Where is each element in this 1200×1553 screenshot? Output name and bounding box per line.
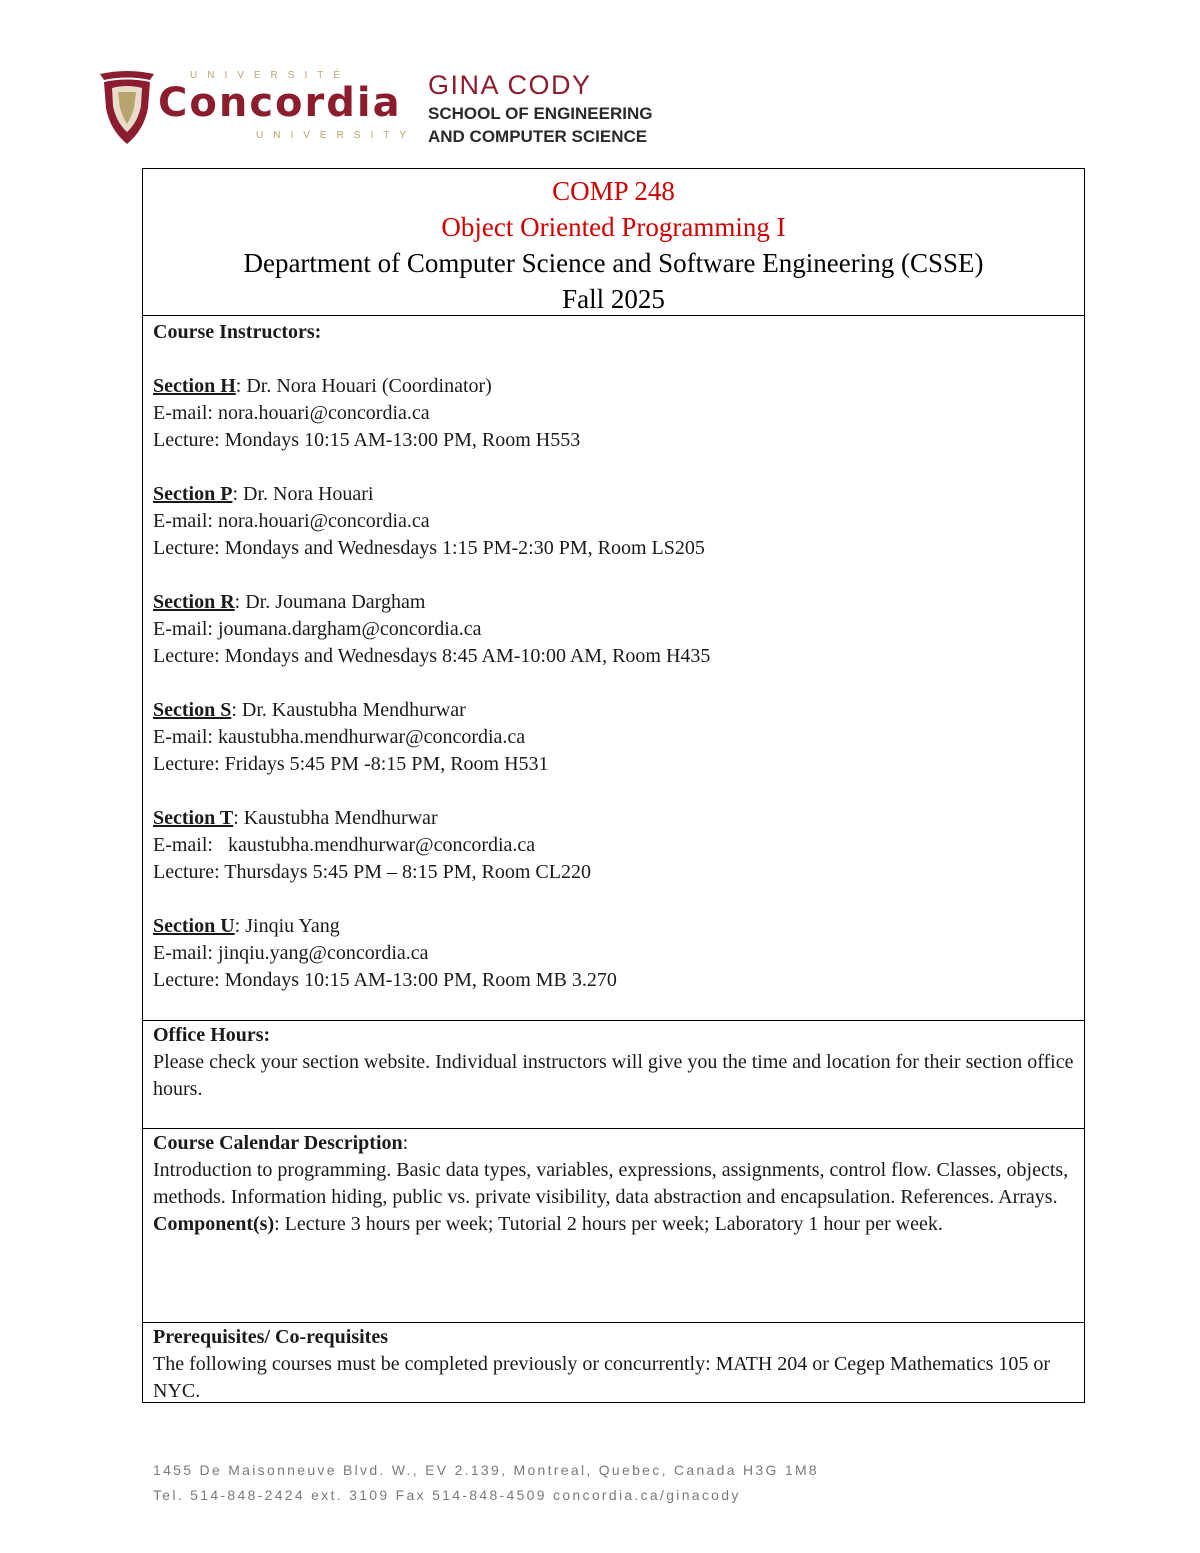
section-label: Section U bbox=[153, 915, 235, 937]
instructor-name: : Dr. Nora Houari bbox=[232, 483, 374, 505]
logo-universite-text: UNIVERSITÉ bbox=[190, 70, 351, 81]
instructors-heading: Course Instructors: bbox=[153, 321, 322, 343]
lecture-time: Lecture: Mondays and Wednesdays 1:15 PM-2:30 PM, Room LS205 bbox=[153, 537, 705, 559]
lecture-time: Lecture: Mondays 10:15 AM-13:00 PM, Room H553 bbox=[153, 429, 581, 451]
calendar-description-cell bbox=[143, 1128, 1084, 1322]
course-header-cell bbox=[143, 169, 1084, 315]
course-title: Object Oriented Programming I bbox=[441, 212, 786, 242]
lecture-time: Lecture: Thursdays 5:45 PM – 8:15 PM, Room CL220 bbox=[153, 861, 591, 883]
instructors-cell bbox=[143, 315, 1084, 1020]
section-label: Section P bbox=[153, 483, 233, 505]
section-block bbox=[153, 373, 1074, 454]
section-label: Section R bbox=[153, 591, 235, 613]
office-hours-text: Please check your section website. Individual instructors will give you the time and location for their section office hours. bbox=[153, 1051, 1074, 1100]
instructor-name: : Dr. Kaustubha Mendhurwar bbox=[231, 699, 466, 721]
section-block bbox=[153, 805, 1074, 886]
instructor-email: E-mail: nora.houari@concordia.ca bbox=[153, 510, 430, 532]
section-label: Section T bbox=[153, 807, 234, 829]
section-block bbox=[153, 697, 1074, 778]
section-label: Section H bbox=[153, 375, 236, 397]
course-outline-table bbox=[142, 168, 1085, 1403]
instructor-name: : Jinqiu Yang bbox=[234, 915, 340, 937]
footer-contact: Tel. 514-848-2424 ext. 3109 Fax 514-848-4509 concordia.ca/ginacody bbox=[153, 1487, 741, 1503]
lecture-time: Lecture: Mondays 10:15 AM-13:00 PM, Room MB 3.270 bbox=[153, 969, 617, 991]
lecture-time: Lecture: Fridays 5:45 PM -8:15 PM, Room H531 bbox=[153, 753, 549, 775]
school-name: GINA CODY bbox=[428, 70, 592, 100]
concordia-logo-icon bbox=[98, 68, 156, 146]
prerequisites-text: The following courses must be completed previously or concurrently: MATH 204 or Cegep Mathematics 105 or NYC. bbox=[153, 1353, 1051, 1402]
term: Fall 2025 bbox=[562, 284, 665, 314]
instructor-email: E-mail: kaustubha.mendhurwar@concordia.ca bbox=[153, 834, 536, 856]
course-code: COMP 248 bbox=[552, 176, 675, 206]
instructor-name: : Dr. Joumana Dargham bbox=[234, 591, 426, 613]
instructor-name: : Kaustubha Mendhurwar bbox=[233, 807, 438, 829]
instructor-email: E-mail: joumana.dargham@concordia.ca bbox=[153, 618, 482, 640]
school-line-2: AND COMPUTER SCIENCE bbox=[428, 127, 648, 146]
logo-concordia-text: Concordia bbox=[158, 80, 402, 126]
section-label: Section S bbox=[153, 699, 232, 721]
components-text: : Lecture 3 hours per week; Tutorial 2 hours per week; Laboratory 1 hour per week. bbox=[274, 1213, 943, 1235]
section-block bbox=[153, 913, 1074, 994]
section-block bbox=[153, 589, 1074, 670]
prerequisites-cell bbox=[143, 1322, 1084, 1402]
school-line-1: SCHOOL OF ENGINEERING bbox=[428, 104, 653, 123]
prerequisites-heading: Prerequisites/ Co-requisites bbox=[153, 1326, 388, 1348]
logo-university-text: UNIVERSITY bbox=[256, 130, 417, 141]
calendar-heading: Course Calendar Description bbox=[153, 1132, 403, 1154]
instructor-email: E-mail: kaustubha.mendhurwar@concordia.ca bbox=[153, 726, 526, 748]
instructor-name: : Dr. Nora Houari (Coordinator) bbox=[235, 375, 492, 397]
components-label: Component(s) bbox=[153, 1213, 275, 1235]
footer-address: 1455 De Maisonneuve Blvd. W., EV 2.139, Montreal, Quebec, Canada H3G 1M8 bbox=[153, 1462, 819, 1478]
section-block bbox=[153, 481, 1074, 562]
office-hours-heading: Office Hours: bbox=[153, 1024, 271, 1046]
calendar-heading-colon: : bbox=[402, 1132, 409, 1154]
instructor-email: E-mail: jinqiu.yang@concordia.ca bbox=[153, 942, 429, 964]
office-hours-cell bbox=[143, 1020, 1084, 1128]
department-name: Department of Computer Science and Software Engineering (CSSE) bbox=[243, 248, 984, 278]
calendar-description-text: Introduction to programming. Basic data types, variables, expressions, assignments, control flow. Classes, objects, methods. Information hiding, public vs. private visibility, data abstraction and encapsulation. References. Arrays. bbox=[153, 1159, 1069, 1208]
instructor-email: E-mail: nora.houari@concordia.ca bbox=[153, 402, 430, 424]
lecture-time: Lecture: Mondays and Wednesdays 8:45 AM-10:00 AM, Room H435 bbox=[153, 645, 711, 667]
